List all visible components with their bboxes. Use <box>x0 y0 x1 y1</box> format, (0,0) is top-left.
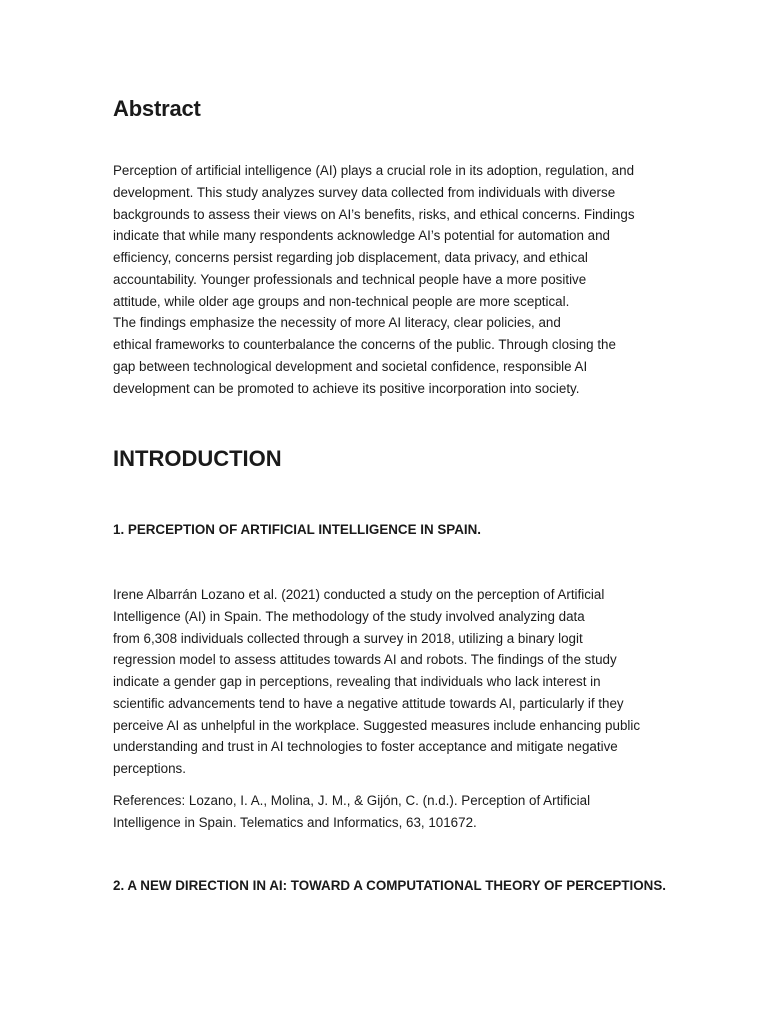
abstract-line: development can be promoted to achieve its positive incorporation into society. <box>113 380 580 396</box>
abstract-line: gap between technological development and societal confidence, responsible AI <box>113 358 588 374</box>
section-1-line: from 6,308 individuals collected through a survey in 2018, utilizing a binary logit <box>113 630 583 646</box>
section-1-paragraph <box>113 584 640 780</box>
abstract-line: Perception of artificial intelligence (AI) plays a crucial role in its adoption, regulation, and <box>113 163 635 178</box>
abstract-line: attitude, while older age groups and non-technical people are more sceptical. <box>113 293 570 309</box>
abstract-line: development. This study analyzes survey data collected from individuals with diverse <box>113 184 616 200</box>
abstract-line: ethical frameworks to counterbalance the concerns of the public. Through closing the <box>113 337 616 352</box>
section-1-heading: 1. PERCEPTION OF ARTIFICIAL INTELLIGENCE IN SPAIN. <box>113 522 482 537</box>
section-1-line: indicate a gender gap in perceptions, revealing that individuals who lack interest in <box>113 674 601 689</box>
abstract-line: backgrounds to assess their views on AI’s benefits, risks, and ethical concerns. Findings <box>113 206 635 222</box>
abstract-line: efficiency, concerns persist regarding job displacement, data privacy, and ethical <box>113 250 588 265</box>
abstract-line: The findings emphasize the necessity of more AI literacy, clear policies, and <box>113 315 561 331</box>
section-1-line: regression model to assess attitudes towards AI and robots. The findings of the study <box>113 652 617 668</box>
section-1-line: scientific advancements tend to have a negative attitude towards AI, particularly if they <box>113 695 624 711</box>
section-2-heading: 2. A NEW DIRECTION IN AI: TOWARD A COMPUTATIONAL THEORY OF PERCEPTIONS. <box>113 878 666 893</box>
abstract-line: indicate that while many respondents acknowledge AI’s potential for automation and <box>113 228 611 244</box>
references-paragraph <box>113 790 590 834</box>
section-1-line: Intelligence (AI) in Spain. The methodology of the study involved analyzing data <box>113 608 585 624</box>
introduction-heading: INTRODUCTION <box>113 446 282 471</box>
section-1-line: understanding and trust in AI technologies to foster acceptance and mitigate negative <box>113 739 618 755</box>
section-1-line: perceive AI as unhelpful in the workplace. Suggested measures include enhancing public <box>113 717 641 733</box>
reference-line: References: Lozano, I. A., Molina, J. M., & Gijón, C. (n.d.). Perception of Artificial <box>113 793 591 808</box>
section-1-line: Irene Albarrán Lozano et al. (2021) conducted a study on the perception of Artificial <box>113 587 605 602</box>
abstract-line: accountability. Younger professionals and technical people have a more positive <box>113 271 587 287</box>
abstract-heading: Abstract <box>113 96 201 121</box>
reference-line: Intelligence in Spain. Telematics and Informatics, 63, 101672. <box>113 814 477 830</box>
section-1-line: perceptions. <box>113 761 186 776</box>
abstract-paragraph <box>113 160 635 399</box>
